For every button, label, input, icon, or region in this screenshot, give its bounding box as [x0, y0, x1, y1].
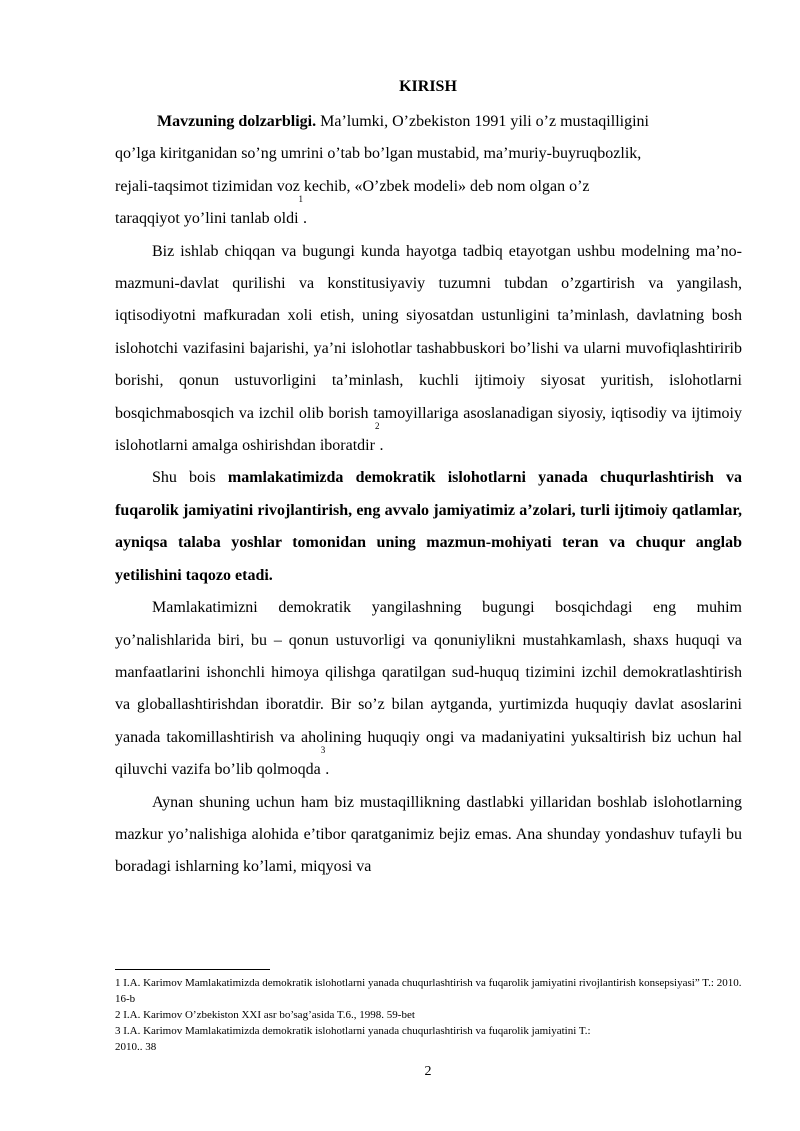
paragraph-3 — [115, 462, 742, 592]
paragraph-2-text: Biz ishlab chiqqan va bugungi kunda hayotga tadbiq etayotgan ushbu modelning ma’no-mazmuni-davlat qurilishi va konstitusiyaviy tuzumni tubdan o’zgartirish va yangilash, iqtisodiyotni mafkuradan xoli etish, uning siyosatdan ustunligini ta’minlash, davlatning bosh islohotchi vazifasini bajarishi, ya’ni islohotlar tashabbuskori bo’lishi va ularni muvofiqlashtiririb borishi, qonun ustuvorligini ta’minlash, kuchli ijtimoiy siyosat yuritish, islohotlarni bosqichmabosqich va izchil olib borish tamoyillariga asoslanadigan siyosiy, iqtisodiy va ijtimoiy islohotlarni amalga oshirishdan iboratdir — [115, 242, 742, 455]
footnote-2: 2 I.A. Karimov O’zbekiston XXI asr bo’sag’asida T.6., 1998. 59-bet — [115, 1009, 415, 1021]
paragraph-3-bold: mamlakatimizda demokratik islohotlarni yanada chuqurlashtirish va fuqarolik jamiyatini rivojlantirish, eng avvalo jamiyatimiz a’zolari, turli ijtimoiy qatlamlar, ayniqsa talaba yoshlar tomonidan uning mazmun-mohiyati teran va chuqur anglab yetilishini taqozo etadi. — [115, 469, 743, 584]
paragraph-4-text: Mamlakatimizni demokratik yangilashning bugungi bosqichdagi eng muhim yo’nalishlarida biri, bu – qonun ustuvorligi va qonuniylikni mustahkamlash, shaxs huquqi va manfaatlarini ishonchli himoya qilishga qaratilgan sud-huquq tizimini izchil demokratlashtirish va globallashtirishdan iboratdir. Bir so’z bilan aytganda, yurtimizda huquqiy davlat asoslarini yanada takomillashtirish va aholining huquqiy ongi va madaniyatini yuksaltirish biz uchun hal qiluvchi vazifa bo’lib qolmoqda — [115, 599, 742, 779]
footnote-ref-3[interactable]: 3 — [320, 745, 326, 756]
footnote-ref-2[interactable]: 2 — [374, 421, 380, 432]
paragraph-1-end: . — [303, 210, 308, 228]
paragraph-2-end: . — [379, 437, 384, 455]
footnote-3: 3 I.A. Karimov Mamlakatimizda demokratik islohotlarni yanada chuqurlashtirish va fuqarolik jamiyatini T.: — [115, 1025, 591, 1037]
footnote-separator — [115, 969, 270, 970]
footnote-1: 1 I.A. Karimov Mamlakatimizda demokratik islohotlarni yanada chuqurlashtirish va fuqarolik jamiyatini rivojlantirish konsepsiyasi” T.: 2010. 16-b — [115, 977, 742, 1005]
paragraph-4 — [115, 592, 742, 786]
paragraph-3-lead: Shu bois — [152, 469, 228, 487]
paragraph-1-line-4-text: taraqqiyot yo’lini tanlab oldi — [115, 210, 299, 228]
paragraph-1-lead: Mavzuning dolzarbligi. — [157, 113, 317, 130]
document-body — [115, 106, 742, 884]
paragraph-1 — [115, 106, 742, 138]
paragraph-2 — [115, 236, 742, 463]
paragraph-1-line-2: qo’lga kiritganidan so’ng umrini o’tab bo’lgan mustabid, ma’muriy-buyruqbozlik, — [115, 145, 642, 163]
paragraph-1-line-3: rejali-taqsimot tizimidan voz kechib, «O’zbek modeli» deb nom olgan o’z — [115, 177, 590, 195]
paragraph-1-line-4 — [115, 194, 742, 235]
page-number: 2 — [424, 1064, 432, 1079]
footnotes — [115, 975, 745, 1055]
page-title: KIRISH — [399, 78, 457, 95]
footnote-ref-1[interactable]: 1 — [298, 194, 304, 205]
footnote-3-continuation: 2010.. 38 — [115, 1041, 157, 1053]
paragraph-4-end: . — [325, 761, 330, 779]
paragraph-1-text: Ma’lumki, O’zbekiston 1991 yili o’z mustaqilligini — [316, 113, 649, 130]
paragraph-5 — [115, 787, 742, 884]
paragraph-5-text: Aynan shuning uchun ham biz mustaqillikning dastlabki yillaridan boshlab islohotlarning mazkur yo’nalishiga alohida e’tibor qaratganimiz bejiz emas. Ana shunday yondashuv tufayli bu boradagi ishlarning ko’lami, miqyosi va — [115, 793, 742, 876]
